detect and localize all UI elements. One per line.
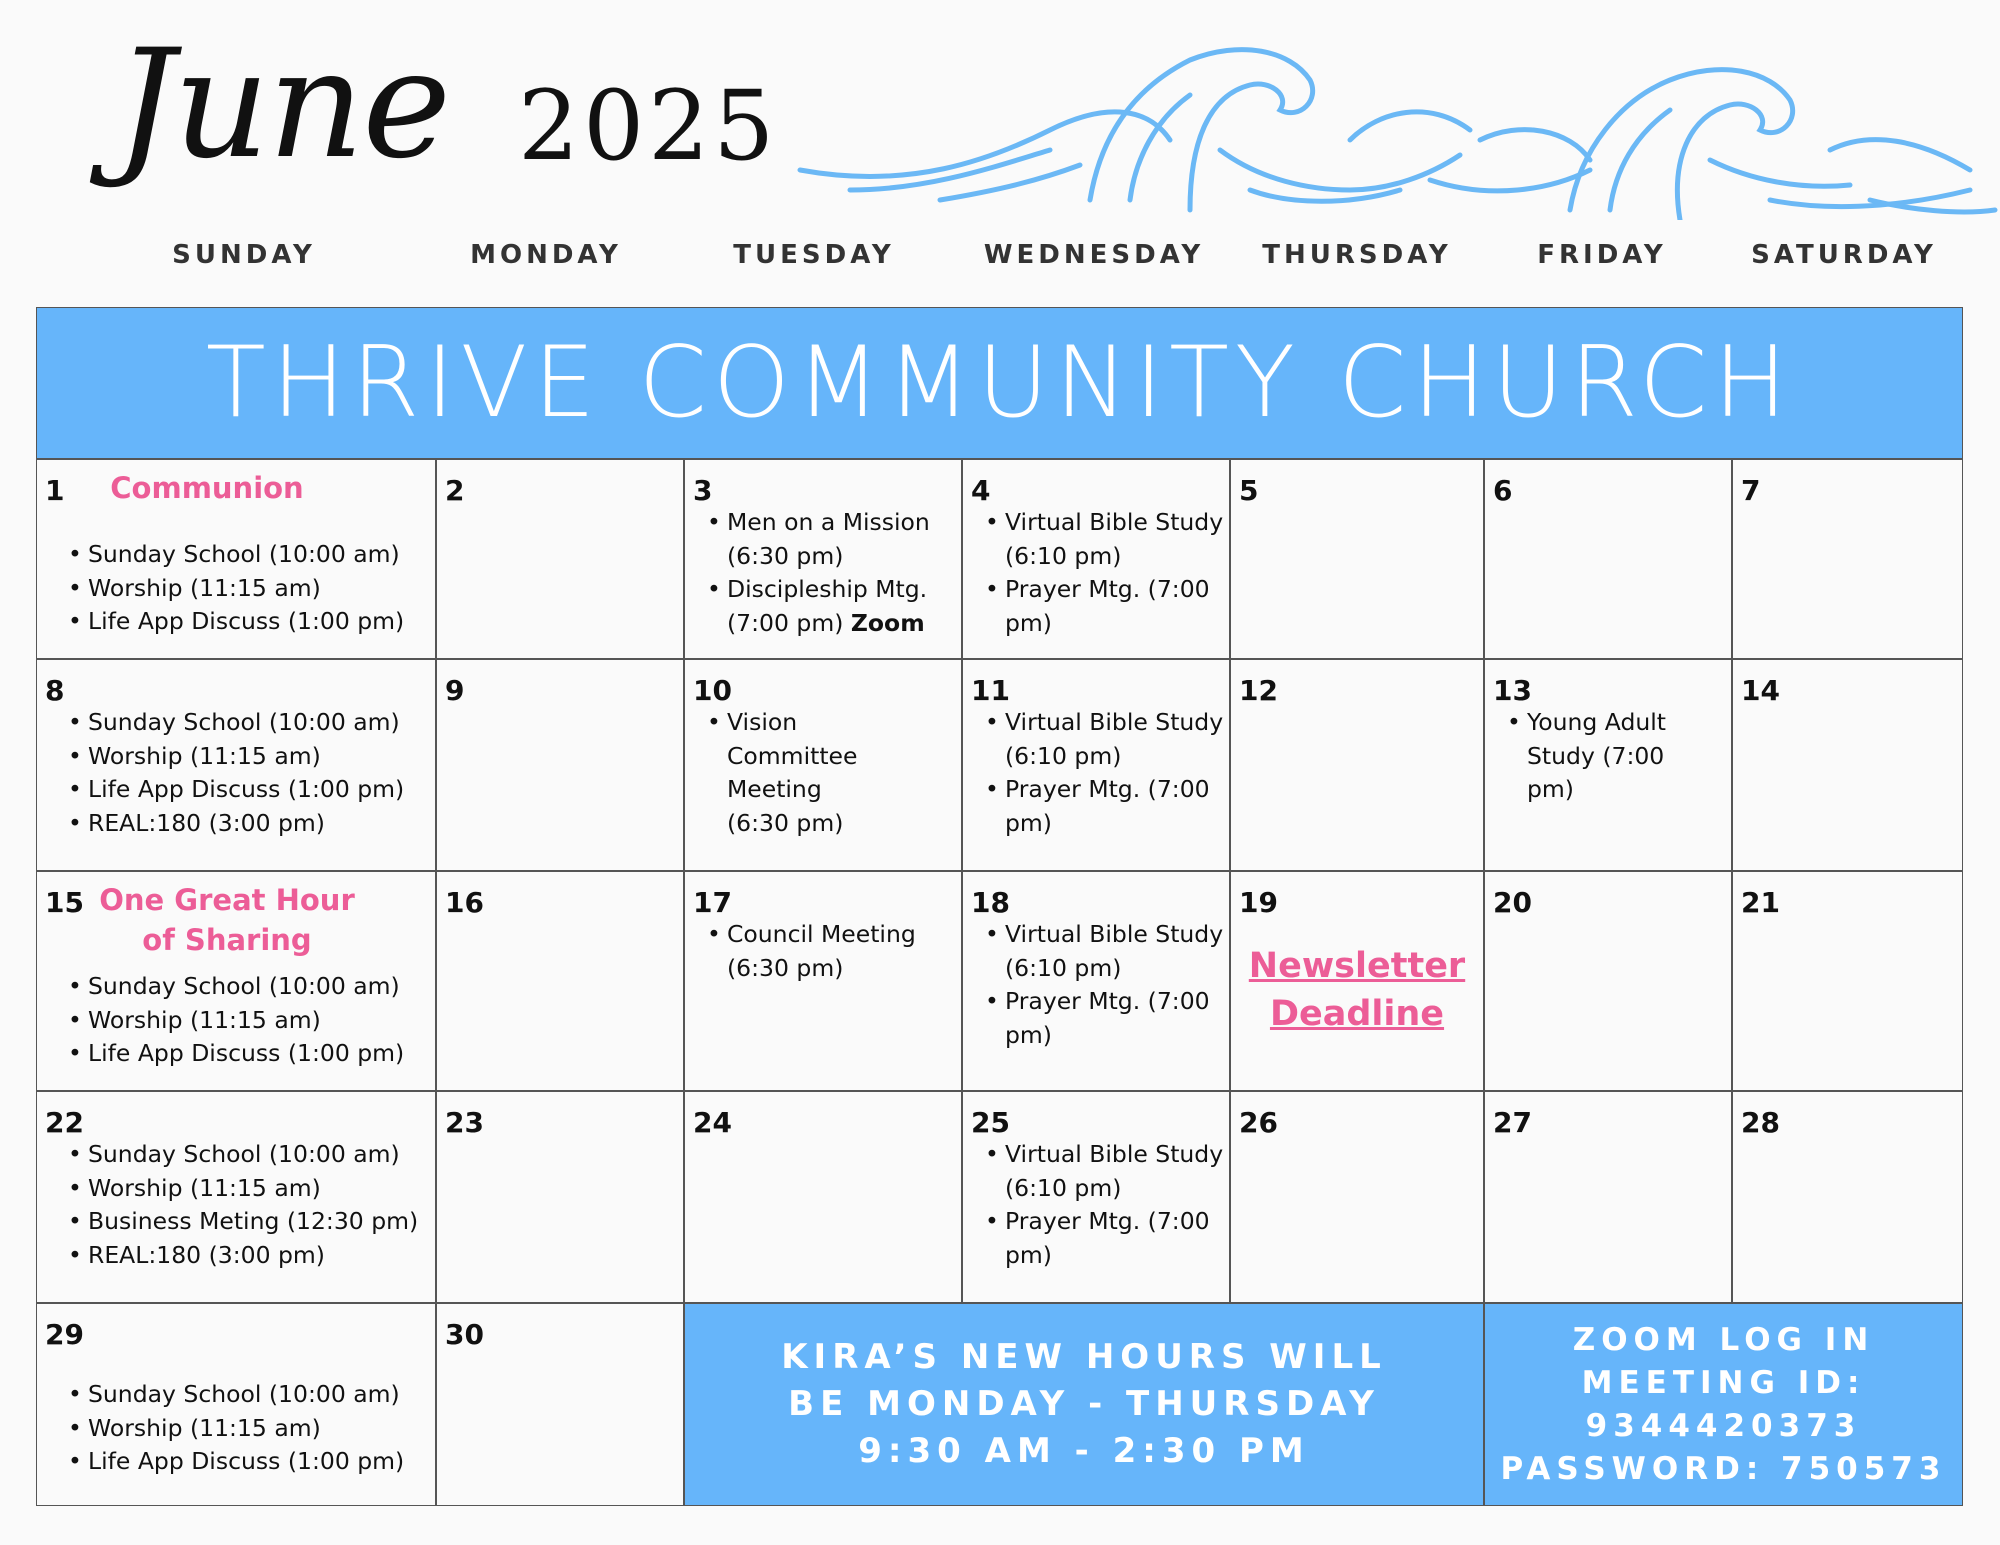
- day-cell-1[interactable]: [36, 459, 436, 659]
- event-item: • Virtual Bible Study (6:10 pm): [985, 1138, 1225, 1205]
- event-item: • Discipleship Mtg. (7:00 pm) Zoom: [707, 573, 957, 640]
- year-title: 2025: [518, 70, 779, 182]
- church-banner: [36, 307, 1963, 459]
- event-item: • Worship (11:15 am): [68, 1172, 418, 1206]
- zoom-meeting-id: 9344420373: [1585, 1407, 1862, 1444]
- event-item: • Worship (11:15 am): [68, 1004, 404, 1038]
- dow-saturday: SATURDAY: [1751, 240, 1937, 270]
- day-number: 11: [971, 674, 1010, 707]
- dow-tuesday: TUESDAY: [733, 240, 895, 270]
- notice-line: KIRA’S NEW HOURS WILL: [781, 1337, 1387, 1377]
- day-number: 14: [1741, 674, 1780, 707]
- event-item: • Virtual Bible Study (6:10 pm): [985, 706, 1225, 773]
- day-cell-11[interactable]: [962, 659, 1230, 871]
- day-cell-9[interactable]: [436, 659, 684, 871]
- day-number: 21: [1741, 886, 1780, 919]
- newsletter-deadline-link[interactable]: Newsletter Deadline: [1248, 946, 1466, 1034]
- event-item: • Worship (11:15 am): [68, 740, 404, 774]
- day-number: 8: [45, 674, 65, 707]
- event-item: • Men on a Mission (6:30 pm): [707, 506, 957, 573]
- day-number: 15: [45, 886, 84, 919]
- day-number: 17: [693, 886, 732, 919]
- dow-wednesday: WEDNESDAY: [983, 240, 1205, 270]
- day-number: 10: [693, 674, 732, 707]
- day-number: 13: [1493, 674, 1532, 707]
- event-item: • Sunday School (10:00 am): [68, 706, 404, 740]
- day-cell-4[interactable]: [962, 459, 1230, 659]
- day-number: 2: [445, 474, 465, 507]
- day-number: 3: [693, 474, 713, 507]
- day-number: 22: [45, 1106, 84, 1139]
- day-cell-20[interactable]: [1484, 871, 1732, 1091]
- dow-thursday: THURSDAY: [1262, 240, 1452, 270]
- day-cell-29[interactable]: [36, 1303, 436, 1506]
- day-number: 4: [971, 474, 991, 507]
- event-item: • Life App Discuss (1:00 pm): [68, 1037, 404, 1071]
- calendar-grid: [36, 459, 1963, 1506]
- notice-line: BE MONDAY - THURSDAY: [788, 1384, 1380, 1424]
- church-name: THRIVE COMMUNITY CHURCH: [205, 326, 1794, 440]
- office-hours-notice: [684, 1303, 1484, 1506]
- dow-friday: FRIDAY: [1537, 240, 1667, 270]
- day-cell-18[interactable]: [962, 871, 1230, 1091]
- day-number: 9: [445, 674, 465, 707]
- day-number: 27: [1493, 1106, 1532, 1139]
- zoom-password: PASSWORD: 750573: [1500, 1450, 1947, 1487]
- event-item: • Vision Committee Meeting (6:30 pm): [707, 706, 857, 840]
- event-item: • Prayer Mtg. (7:00 pm): [985, 573, 1225, 640]
- day-number: 25: [971, 1106, 1010, 1139]
- day-cell-10[interactable]: [684, 659, 962, 871]
- day-cell-8[interactable]: [36, 659, 436, 871]
- day-cell-15[interactable]: [36, 871, 436, 1091]
- event-item: • Council Meeting (6:30 pm): [707, 918, 957, 985]
- event-item: • Business Meting (12:30 pm): [68, 1205, 418, 1239]
- day-cell-13[interactable]: [1484, 659, 1732, 871]
- event-item: • Virtual Bible Study (6:10 pm): [985, 918, 1225, 985]
- dow-sunday: SUNDAY: [172, 240, 316, 270]
- event-item: • Prayer Mtg. (7:00 pm): [985, 985, 1225, 1052]
- zoom-label: Zoom: [850, 608, 925, 637]
- waves-decoration: [790, 40, 2000, 220]
- day-number: 30: [445, 1318, 484, 1351]
- day-cell-7[interactable]: [1732, 459, 1963, 659]
- day-cell-23[interactable]: [436, 1091, 684, 1303]
- day-cell-6[interactable]: [1484, 459, 1732, 659]
- day-cell-14[interactable]: [1732, 659, 1963, 871]
- day-cell-5[interactable]: [1230, 459, 1484, 659]
- event-item: • Prayer Mtg. (7:00 pm): [985, 773, 1225, 840]
- dow-monday: MONDAY: [470, 240, 622, 270]
- day-cell-27[interactable]: [1484, 1091, 1732, 1303]
- event-item: • Life App Discuss (1:00 pm): [68, 605, 404, 639]
- day-cell-21[interactable]: [1732, 871, 1963, 1091]
- event-item: • Sunday School (10:00 am): [68, 538, 404, 572]
- month-title: June: [115, 18, 450, 192]
- day-cell-30[interactable]: [436, 1303, 684, 1506]
- event-item: • REAL:180 (3:00 pm): [68, 1239, 418, 1273]
- event-item: • Sunday School (10:00 am): [68, 1138, 418, 1172]
- day-number: 7: [1741, 474, 1761, 507]
- event-item: • Worship (11:15 am): [68, 1412, 404, 1446]
- event-item: • REAL:180 (3:00 pm): [68, 807, 404, 841]
- day-cell-22[interactable]: [36, 1091, 436, 1303]
- event-item: • Life App Discuss (1:00 pm): [68, 773, 404, 807]
- special-event: Communion: [110, 471, 304, 505]
- day-cell-17[interactable]: [684, 871, 962, 1091]
- notice-line: 9:30 AM - 2:30 PM: [858, 1431, 1310, 1471]
- day-cell-19[interactable]: [1230, 871, 1484, 1091]
- day-number: 1: [45, 474, 65, 507]
- day-number: 23: [445, 1106, 484, 1139]
- day-number: 29: [45, 1318, 84, 1351]
- day-number: 16: [445, 886, 484, 919]
- day-number: 26: [1239, 1106, 1278, 1139]
- zoom-line: MEETING ID:: [1581, 1364, 1866, 1401]
- day-cell-12[interactable]: [1230, 659, 1484, 871]
- day-number: 12: [1239, 674, 1278, 707]
- event-item: • Sunday School (10:00 am): [68, 970, 404, 1004]
- day-number: 19: [1239, 886, 1278, 919]
- day-cell-28[interactable]: [1732, 1091, 1963, 1303]
- event-item: • Sunday School (10:00 am): [68, 1378, 404, 1412]
- day-number: 24: [693, 1106, 732, 1139]
- event-item: • Life App Discuss (1:00 pm): [68, 1445, 404, 1479]
- zoom-line: ZOOM LOG IN: [1572, 1321, 1875, 1358]
- day-cell-2[interactable]: [436, 459, 684, 659]
- day-number: 20: [1493, 886, 1532, 919]
- event-item: • Prayer Mtg. (7:00 pm): [985, 1205, 1225, 1272]
- day-number: 6: [1493, 474, 1513, 507]
- days-of-week-row: [0, 240, 2000, 280]
- day-cell-3[interactable]: [684, 459, 962, 659]
- day-cell-25[interactable]: [962, 1091, 1230, 1303]
- event-item: • Virtual Bible Study (6:10 pm): [985, 506, 1225, 573]
- day-number: 5: [1239, 474, 1259, 507]
- special-event: One Great Hour of Sharing: [99, 883, 355, 957]
- zoom-login-box: [1484, 1303, 1963, 1506]
- event-item: • Worship (11:15 am): [68, 572, 404, 606]
- day-cell-26[interactable]: [1230, 1091, 1484, 1303]
- day-number: 18: [971, 886, 1010, 919]
- event-item: • Young Adult Study (7:00 pm): [1507, 706, 1707, 807]
- day-cell-24[interactable]: [684, 1091, 962, 1303]
- day-number: 28: [1741, 1106, 1780, 1139]
- day-cell-16[interactable]: [436, 871, 684, 1091]
